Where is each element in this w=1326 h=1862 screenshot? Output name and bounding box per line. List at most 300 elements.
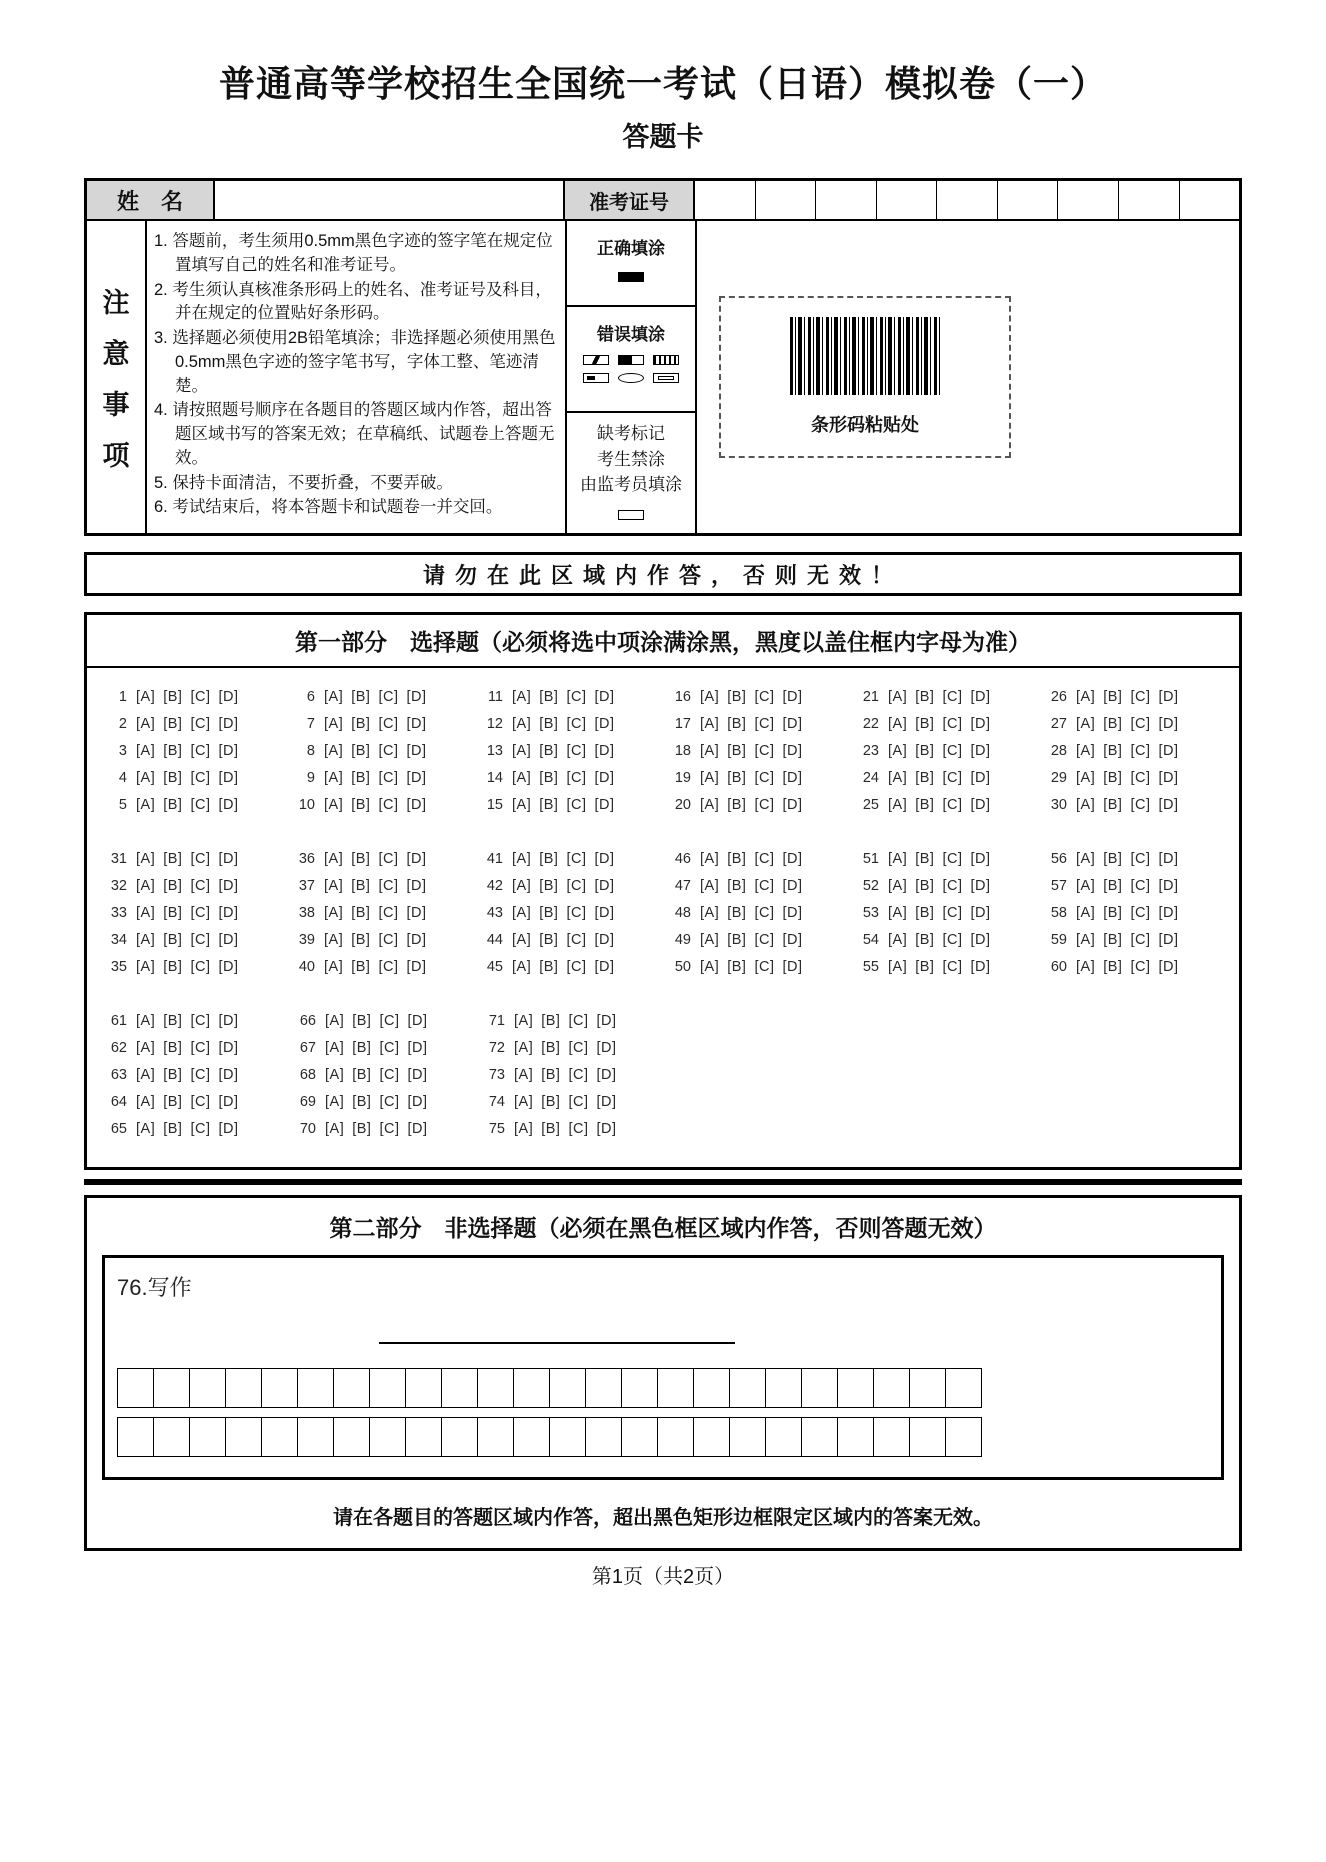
question-1-option-B[interactable]: [B] [163,689,183,705]
question-64-option-A[interactable]: [A] [136,1094,156,1110]
question-67-option-A[interactable]: [A] [325,1040,345,1056]
question-45-option-D[interactable]: [D] [594,959,615,975]
question-55-option-B[interactable]: [B] [915,959,935,975]
essay-cell-r2-c10[interactable] [441,1417,478,1457]
question-26-option-C[interactable]: [C] [1130,689,1151,705]
question-33-option-A[interactable]: [A] [136,905,156,921]
essay-cell-r2-c5[interactable] [261,1417,298,1457]
question-66-option-B[interactable]: [B] [352,1013,372,1029]
question-12-option-D[interactable]: [D] [594,716,615,732]
question-5-option-D[interactable]: [D] [218,797,239,813]
essay-cell-r2-c19[interactable] [765,1417,802,1457]
question-20-option-C[interactable]: [C] [754,797,775,813]
question-68-option-C[interactable]: [C] [379,1067,400,1083]
question-38-option-D[interactable]: [D] [406,905,427,921]
question-75-option-C[interactable]: [C] [568,1121,589,1137]
question-32-option-C[interactable]: [C] [190,878,211,894]
exam-no-cell-1[interactable] [695,181,756,219]
essay-cell-r2-c7[interactable] [333,1417,370,1457]
question-1-option-A[interactable]: [A] [136,689,156,705]
question-45-option-A[interactable]: [A] [512,959,532,975]
question-58-option-A[interactable]: [A] [1076,905,1096,921]
essay-cell-r2-c24[interactable] [945,1417,982,1457]
question-3-option-B[interactable]: [B] [163,743,183,759]
essay-cell-r2-c23[interactable] [909,1417,946,1457]
question-68-option-D[interactable]: [D] [407,1067,428,1083]
question-39-option-C[interactable]: [C] [378,932,399,948]
question-48-option-C[interactable]: [C] [754,905,775,921]
question-54-option-B[interactable]: [B] [915,932,935,948]
question-69-option-B[interactable]: [B] [352,1094,372,1110]
question-27-option-C[interactable]: [C] [1130,716,1151,732]
question-29-option-D[interactable]: [D] [1158,770,1179,786]
question-62-option-B[interactable]: [B] [163,1040,183,1056]
question-14-option-D[interactable]: [D] [594,770,615,786]
essay-cell-r1-c14[interactable] [585,1368,622,1408]
essay-cell-r2-c8[interactable] [369,1417,406,1457]
question-64-option-C[interactable]: [C] [190,1094,211,1110]
question-44-option-A[interactable]: [A] [512,932,532,948]
question-31-option-A[interactable]: [A] [136,851,156,867]
question-30-option-D[interactable]: [D] [1158,797,1179,813]
question-20-option-A[interactable]: [A] [700,797,720,813]
question-27-option-A[interactable]: [A] [1076,716,1096,732]
essay-cell-r2-c16[interactable] [657,1417,694,1457]
essay-cell-r1-c3[interactable] [189,1368,226,1408]
question-67-option-B[interactable]: [B] [352,1040,372,1056]
name-input-area[interactable] [215,181,565,219]
question-54-option-D[interactable]: [D] [970,932,991,948]
question-3-option-D[interactable]: [D] [218,743,239,759]
question-5-option-B[interactable]: [B] [163,797,183,813]
question-63-option-B[interactable]: [B] [163,1067,183,1083]
question-19-option-C[interactable]: [C] [754,770,775,786]
essay-cell-r2-c9[interactable] [405,1417,442,1457]
barcode-paste-area[interactable] [719,296,1011,458]
question-61-option-C[interactable]: [C] [190,1013,211,1029]
question-2-option-C[interactable]: [C] [190,716,211,732]
question-31-option-C[interactable]: [C] [190,851,211,867]
question-50-option-C[interactable]: [C] [754,959,775,975]
question-71-option-A[interactable]: [A] [514,1013,534,1029]
exam-no-cell-3[interactable] [816,181,877,219]
question-58-option-B[interactable]: [B] [1103,905,1123,921]
question-51-option-C[interactable]: [C] [942,851,963,867]
question-39-option-D[interactable]: [D] [406,932,427,948]
question-22-option-D[interactable]: [D] [970,716,991,732]
question-46-option-D[interactable]: [D] [782,851,803,867]
question-42-option-A[interactable]: [A] [512,878,532,894]
question-43-option-A[interactable]: [A] [512,905,532,921]
question-40-option-B[interactable]: [B] [351,959,371,975]
question-21-option-D[interactable]: [D] [970,689,991,705]
essay-cell-r1-c17[interactable] [693,1368,730,1408]
question-8-option-B[interactable]: [B] [351,743,371,759]
essay-cell-r1-c21[interactable] [837,1368,874,1408]
question-47-option-B[interactable]: [B] [727,878,747,894]
essay-cell-r1-c4[interactable] [225,1368,262,1408]
question-65-option-C[interactable]: [C] [190,1121,211,1137]
question-36-option-C[interactable]: [C] [378,851,399,867]
question-48-option-B[interactable]: [B] [727,905,747,921]
question-17-option-D[interactable]: [D] [782,716,803,732]
question-6-option-A[interactable]: [A] [324,689,344,705]
essay-cell-r2-c12[interactable] [513,1417,550,1457]
question-55-option-C[interactable]: [C] [942,959,963,975]
question-6-option-D[interactable]: [D] [406,689,427,705]
question-57-option-D[interactable]: [D] [1158,878,1179,894]
question-65-option-D[interactable]: [D] [218,1121,239,1137]
question-57-option-A[interactable]: [A] [1076,878,1096,894]
question-22-option-C[interactable]: [C] [942,716,963,732]
question-49-option-D[interactable]: [D] [782,932,803,948]
question-20-option-B[interactable]: [B] [727,797,747,813]
question-55-option-A[interactable]: [A] [888,959,908,975]
question-56-option-A[interactable]: [A] [1076,851,1096,867]
question-63-option-D[interactable]: [D] [218,1067,239,1083]
question-65-option-A[interactable]: [A] [136,1121,156,1137]
question-28-option-C[interactable]: [C] [1130,743,1151,759]
question-43-option-B[interactable]: [B] [539,905,559,921]
exam-no-cell-8[interactable] [1119,181,1180,219]
question-59-option-D[interactable]: [D] [1158,932,1179,948]
question-29-option-B[interactable]: [B] [1103,770,1123,786]
question-11-option-B[interactable]: [B] [539,689,559,705]
essay-cell-r1-c2[interactable] [153,1368,190,1408]
question-35-option-A[interactable]: [A] [136,959,156,975]
question-26-option-D[interactable]: [D] [1158,689,1179,705]
question-11-option-D[interactable]: [D] [594,689,615,705]
exam-no-cell-6[interactable] [998,181,1059,219]
essay-cell-r1-c23[interactable] [909,1368,946,1408]
question-33-option-B[interactable]: [B] [163,905,183,921]
question-36-option-B[interactable]: [B] [351,851,371,867]
absent-mark-box[interactable] [618,510,644,520]
question-32-option-D[interactable]: [D] [218,878,239,894]
question-74-option-C[interactable]: [C] [568,1094,589,1110]
question-11-option-A[interactable]: [A] [512,689,532,705]
question-53-option-B[interactable]: [B] [915,905,935,921]
question-45-option-B[interactable]: [B] [539,959,559,975]
question-4-option-D[interactable]: [D] [218,770,239,786]
essay-cell-r2-c3[interactable] [189,1417,226,1457]
question-50-option-D[interactable]: [D] [782,959,803,975]
question-57-option-C[interactable]: [C] [1130,878,1151,894]
question-14-option-C[interactable]: [C] [566,770,587,786]
essay-cell-r2-c2[interactable] [153,1417,190,1457]
question-33-option-D[interactable]: [D] [218,905,239,921]
question-36-option-A[interactable]: [A] [324,851,344,867]
question-19-option-A[interactable]: [A] [700,770,720,786]
question-15-option-B[interactable]: [B] [539,797,559,813]
question-52-option-C[interactable]: [C] [942,878,963,894]
question-75-option-A[interactable]: [A] [514,1121,534,1137]
question-18-option-D[interactable]: [D] [782,743,803,759]
question-46-option-B[interactable]: [B] [727,851,747,867]
question-53-option-C[interactable]: [C] [942,905,963,921]
question-42-option-C[interactable]: [C] [566,878,587,894]
question-16-option-A[interactable]: [A] [700,689,720,705]
essay-cell-r1-c18[interactable] [729,1368,766,1408]
question-61-option-D[interactable]: [D] [218,1013,239,1029]
question-21-option-B[interactable]: [B] [915,689,935,705]
question-73-option-C[interactable]: [C] [568,1067,589,1083]
question-41-option-A[interactable]: [A] [512,851,532,867]
essay-cell-r1-c7[interactable] [333,1368,370,1408]
question-18-option-B[interactable]: [B] [727,743,747,759]
question-48-option-A[interactable]: [A] [700,905,720,921]
question-16-option-B[interactable]: [B] [727,689,747,705]
question-4-option-C[interactable]: [C] [190,770,211,786]
essay-cell-r1-c20[interactable] [801,1368,838,1408]
essay-cell-r2-c13[interactable] [549,1417,586,1457]
question-53-option-A[interactable]: [A] [888,905,908,921]
question-2-option-D[interactable]: [D] [218,716,239,732]
essay-cell-r2-c17[interactable] [693,1417,730,1457]
question-53-option-D[interactable]: [D] [970,905,991,921]
question-8-option-C[interactable]: [C] [378,743,399,759]
question-36-option-D[interactable]: [D] [406,851,427,867]
question-74-option-D[interactable]: [D] [596,1094,617,1110]
question-39-option-B[interactable]: [B] [351,932,371,948]
question-16-option-D[interactable]: [D] [782,689,803,705]
question-7-option-D[interactable]: [D] [406,716,427,732]
question-74-option-A[interactable]: [A] [514,1094,534,1110]
question-11-option-C[interactable]: [C] [566,689,587,705]
question-64-option-D[interactable]: [D] [218,1094,239,1110]
question-40-option-C[interactable]: [C] [378,959,399,975]
question-10-option-C[interactable]: [C] [378,797,399,813]
question-12-option-B[interactable]: [B] [539,716,559,732]
question-30-option-A[interactable]: [A] [1076,797,1096,813]
question-40-option-D[interactable]: [D] [406,959,427,975]
question-25-option-D[interactable]: [D] [970,797,991,813]
essay-title-line[interactable] [379,1342,735,1344]
essay-cell-r1-c10[interactable] [441,1368,478,1408]
essay-cell-r1-c6[interactable] [297,1368,334,1408]
question-15-option-D[interactable]: [D] [594,797,615,813]
question-5-option-A[interactable]: [A] [136,797,156,813]
question-25-option-C[interactable]: [C] [942,797,963,813]
question-24-option-D[interactable]: [D] [970,770,991,786]
question-28-option-D[interactable]: [D] [1158,743,1179,759]
question-35-option-B[interactable]: [B] [163,959,183,975]
question-51-option-A[interactable]: [A] [888,851,908,867]
question-61-option-A[interactable]: [A] [136,1013,156,1029]
question-34-option-A[interactable]: [A] [136,932,156,948]
question-61-option-B[interactable]: [B] [163,1013,183,1029]
question-71-option-D[interactable]: [D] [596,1013,617,1029]
question-22-option-B[interactable]: [B] [915,716,935,732]
question-59-option-A[interactable]: [A] [1076,932,1096,948]
question-49-option-C[interactable]: [C] [754,932,775,948]
question-66-option-C[interactable]: [C] [379,1013,400,1029]
question-72-option-D[interactable]: [D] [596,1040,617,1056]
question-29-option-C[interactable]: [C] [1130,770,1151,786]
question-75-option-B[interactable]: [B] [541,1121,561,1137]
question-12-option-A[interactable]: [A] [512,716,532,732]
question-52-option-B[interactable]: [B] [915,878,935,894]
question-10-option-B[interactable]: [B] [351,797,371,813]
question-67-option-D[interactable]: [D] [407,1040,428,1056]
question-4-option-A[interactable]: [A] [136,770,156,786]
question-71-option-B[interactable]: [B] [541,1013,561,1029]
essay-cell-r1-c13[interactable] [549,1368,586,1408]
question-37-option-A[interactable]: [A] [324,878,344,894]
question-67-option-C[interactable]: [C] [379,1040,400,1056]
question-17-option-A[interactable]: [A] [700,716,720,732]
essay-cell-r1-c22[interactable] [873,1368,910,1408]
question-24-option-C[interactable]: [C] [942,770,963,786]
question-24-option-A[interactable]: [A] [888,770,908,786]
question-49-option-A[interactable]: [A] [700,932,720,948]
question-19-option-B[interactable]: [B] [727,770,747,786]
question-59-option-B[interactable]: [B] [1103,932,1123,948]
question-46-option-C[interactable]: [C] [754,851,775,867]
question-38-option-B[interactable]: [B] [351,905,371,921]
question-56-option-B[interactable]: [B] [1103,851,1123,867]
question-50-option-B[interactable]: [B] [727,959,747,975]
question-44-option-B[interactable]: [B] [539,932,559,948]
question-7-option-A[interactable]: [A] [324,716,344,732]
question-31-option-B[interactable]: [B] [163,851,183,867]
question-73-option-D[interactable]: [D] [596,1067,617,1083]
essay-cell-r1-c16[interactable] [657,1368,694,1408]
question-17-option-B[interactable]: [B] [727,716,747,732]
question-26-option-B[interactable]: [B] [1103,689,1123,705]
question-20-option-D[interactable]: [D] [782,797,803,813]
question-57-option-B[interactable]: [B] [1103,878,1123,894]
question-66-option-D[interactable]: [D] [407,1013,428,1029]
question-30-option-C[interactable]: [C] [1130,797,1151,813]
question-14-option-A[interactable]: [A] [512,770,532,786]
question-58-option-C[interactable]: [C] [1130,905,1151,921]
question-13-option-C[interactable]: [C] [566,743,587,759]
question-55-option-D[interactable]: [D] [970,959,991,975]
question-66-option-A[interactable]: [A] [325,1013,345,1029]
question-65-option-B[interactable]: [B] [163,1121,183,1137]
question-70-option-D[interactable]: [D] [407,1121,428,1137]
question-5-option-C[interactable]: [C] [190,797,211,813]
essay-cell-r2-c4[interactable] [225,1417,262,1457]
question-21-option-A[interactable]: [A] [888,689,908,705]
question-42-option-B[interactable]: [B] [539,878,559,894]
question-60-option-A[interactable]: [A] [1076,959,1096,975]
question-15-option-C[interactable]: [C] [566,797,587,813]
essay-cell-r1-c9[interactable] [405,1368,442,1408]
question-27-option-D[interactable]: [D] [1158,716,1179,732]
question-60-option-D[interactable]: [D] [1158,959,1179,975]
question-44-option-D[interactable]: [D] [594,932,615,948]
question-68-option-B[interactable]: [B] [352,1067,372,1083]
question-29-option-A[interactable]: [A] [1076,770,1096,786]
essay-cell-r2-c6[interactable] [297,1417,334,1457]
question-8-option-A[interactable]: [A] [324,743,344,759]
question-73-option-B[interactable]: [B] [541,1067,561,1083]
question-33-option-C[interactable]: [C] [190,905,211,921]
question-58-option-D[interactable]: [D] [1158,905,1179,921]
question-38-option-A[interactable]: [A] [324,905,344,921]
question-38-option-C[interactable]: [C] [378,905,399,921]
question-2-option-A[interactable]: [A] [136,716,156,732]
question-70-option-A[interactable]: [A] [325,1121,345,1137]
essay-cell-r1-c5[interactable] [261,1368,298,1408]
question-50-option-A[interactable]: [A] [700,959,720,975]
question-15-option-A[interactable]: [A] [512,797,532,813]
question-8-option-D[interactable]: [D] [406,743,427,759]
question-72-option-A[interactable]: [A] [514,1040,534,1056]
question-28-option-B[interactable]: [B] [1103,743,1123,759]
essay-cell-r1-c8[interactable] [369,1368,406,1408]
essay-cell-r2-c18[interactable] [729,1417,766,1457]
question-46-option-A[interactable]: [A] [700,851,720,867]
question-37-option-B[interactable]: [B] [351,878,371,894]
question-43-option-D[interactable]: [D] [594,905,615,921]
question-9-option-B[interactable]: [B] [351,770,371,786]
question-39-option-A[interactable]: [A] [324,932,344,948]
question-3-option-C[interactable]: [C] [190,743,211,759]
question-21-option-C[interactable]: [C] [942,689,963,705]
question-63-option-A[interactable]: [A] [136,1067,156,1083]
question-1-option-D[interactable]: [D] [218,689,239,705]
question-13-option-A[interactable]: [A] [512,743,532,759]
question-2-option-B[interactable]: [B] [163,716,183,732]
question-60-option-B[interactable]: [B] [1103,959,1123,975]
exam-no-cell-4[interactable] [877,181,938,219]
question-51-option-D[interactable]: [D] [970,851,991,867]
question-40-option-A[interactable]: [A] [324,959,344,975]
question-16-option-C[interactable]: [C] [754,689,775,705]
question-7-option-B[interactable]: [B] [351,716,371,732]
question-64-option-B[interactable]: [B] [163,1094,183,1110]
exam-no-cell-9[interactable] [1180,181,1240,219]
question-72-option-C[interactable]: [C] [568,1040,589,1056]
question-10-option-A[interactable]: [A] [324,797,344,813]
essay-cell-r2-c15[interactable] [621,1417,658,1457]
question-63-option-C[interactable]: [C] [190,1067,211,1083]
question-60-option-C[interactable]: [C] [1130,959,1151,975]
question-74-option-B[interactable]: [B] [541,1094,561,1110]
question-52-option-A[interactable]: [A] [888,878,908,894]
question-9-option-D[interactable]: [D] [406,770,427,786]
question-54-option-A[interactable]: [A] [888,932,908,948]
essay-answer-box[interactable] [102,1255,1224,1480]
question-28-option-A[interactable]: [A] [1076,743,1096,759]
question-41-option-C[interactable]: [C] [566,851,587,867]
question-7-option-C[interactable]: [C] [378,716,399,732]
question-70-option-C[interactable]: [C] [379,1121,400,1137]
question-10-option-D[interactable]: [D] [406,797,427,813]
exam-no-cell-7[interactable] [1058,181,1119,219]
question-17-option-C[interactable]: [C] [754,716,775,732]
question-3-option-A[interactable]: [A] [136,743,156,759]
question-13-option-B[interactable]: [B] [539,743,559,759]
question-9-option-C[interactable]: [C] [378,770,399,786]
question-25-option-A[interactable]: [A] [888,797,908,813]
essay-cell-r2-c11[interactable] [477,1417,514,1457]
essay-cell-r1-c19[interactable] [765,1368,802,1408]
essay-cell-r1-c24[interactable] [945,1368,982,1408]
question-47-option-D[interactable]: [D] [782,878,803,894]
question-47-option-C[interactable]: [C] [754,878,775,894]
question-62-option-C[interactable]: [C] [190,1040,211,1056]
question-30-option-B[interactable]: [B] [1103,797,1123,813]
question-68-option-A[interactable]: [A] [325,1067,345,1083]
essay-cell-r1-c12[interactable] [513,1368,550,1408]
question-32-option-B[interactable]: [B] [163,878,183,894]
question-52-option-D[interactable]: [D] [970,878,991,894]
question-32-option-A[interactable]: [A] [136,878,156,894]
